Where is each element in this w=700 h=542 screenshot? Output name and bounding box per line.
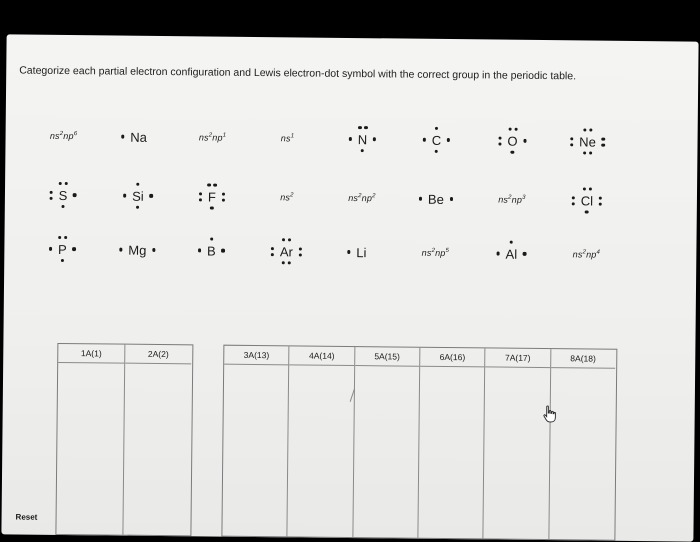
valence-electron-dot xyxy=(149,194,152,197)
valence-electron-dot xyxy=(523,139,526,142)
config-base: ns xyxy=(280,192,291,203)
config-tile[interactable] xyxy=(348,193,376,203)
group-table-left xyxy=(55,343,193,536)
config-label xyxy=(498,195,526,205)
valence-electron-dot xyxy=(271,253,274,256)
group-column xyxy=(123,345,191,536)
valence-electron-dot xyxy=(589,128,592,131)
config-label xyxy=(199,132,227,142)
config-base: np xyxy=(212,132,223,143)
config-label xyxy=(280,192,294,202)
config-base: ns xyxy=(421,247,432,258)
valence-electron-dot xyxy=(222,192,225,195)
config-label xyxy=(573,249,601,259)
config-base: np xyxy=(361,193,373,204)
config-base: ns xyxy=(49,130,60,141)
valence-electron-dot xyxy=(152,248,155,251)
config-exponent: 1 xyxy=(290,133,295,140)
lewis-symbol xyxy=(347,124,379,154)
valence-electron-dot xyxy=(447,138,450,141)
valence-electron-dot xyxy=(601,137,604,140)
element-symbol: Be xyxy=(427,191,444,207)
element-symbol: N xyxy=(357,131,368,147)
valence-electron-dot xyxy=(508,128,511,131)
element-symbol: O xyxy=(507,133,518,149)
lewis-symbol xyxy=(121,181,155,211)
lewis-symbol-tile[interactable] xyxy=(570,185,605,215)
element-symbol: Ar xyxy=(279,243,293,259)
config-exponent: 2 xyxy=(290,192,294,199)
valence-electron-dot xyxy=(589,187,592,190)
lewis-symbol-tile[interactable] xyxy=(47,180,78,210)
group-column xyxy=(353,347,420,538)
element-symbol: S xyxy=(58,187,68,203)
lewis-symbol xyxy=(345,237,377,267)
valence-electron-dot xyxy=(583,187,586,190)
lewis-symbol-tile[interactable] xyxy=(496,126,528,156)
group-column xyxy=(418,348,485,539)
valence-electron-dot xyxy=(50,190,53,193)
valence-electron-dot xyxy=(61,259,64,262)
valence-electron-dot xyxy=(583,151,586,154)
config-tile[interactable] xyxy=(50,131,78,141)
valence-electron-dot xyxy=(514,128,517,131)
valence-electron-dot xyxy=(373,138,376,141)
config-label xyxy=(281,133,295,143)
lewis-symbol xyxy=(196,235,227,265)
valence-electron-dot xyxy=(499,136,502,139)
config-tile[interactable] xyxy=(199,132,227,142)
valence-electron-dot xyxy=(199,198,202,201)
lewis-symbol-tile[interactable] xyxy=(494,239,528,269)
config-exponent: 2 xyxy=(431,247,436,254)
valence-electron-dot xyxy=(599,196,602,199)
valence-electron-dot xyxy=(50,196,53,199)
valence-electron-dot xyxy=(358,126,361,129)
lewis-symbol xyxy=(421,125,453,155)
lewis-symbol xyxy=(568,126,607,156)
lewis-symbol xyxy=(119,122,158,152)
lewis-symbol-tile[interactable] xyxy=(347,124,379,154)
lewis-symbol-tile[interactable] xyxy=(568,126,607,156)
lewis-symbol-tile[interactable] xyxy=(196,235,227,265)
valence-electron-dot xyxy=(119,248,122,251)
group-header: 7A(17) xyxy=(486,348,551,368)
config-base: ns xyxy=(498,194,509,205)
config-exponent: 2 xyxy=(582,249,587,256)
config-tile[interactable] xyxy=(280,192,294,202)
config-base: np xyxy=(511,194,523,205)
valence-electron-dot xyxy=(198,249,201,252)
valence-electron-dot xyxy=(282,261,285,264)
valence-electron-dot xyxy=(298,253,301,256)
valence-electron-dot xyxy=(601,143,604,146)
valence-electron-dot xyxy=(59,182,62,185)
valence-electron-dot xyxy=(271,247,274,250)
config-base: np xyxy=(63,130,74,142)
config-base: ns xyxy=(572,249,583,260)
valence-electron-dot xyxy=(523,252,526,255)
valence-electron-dot xyxy=(364,126,367,129)
lewis-symbol-tile[interactable] xyxy=(345,237,377,267)
valence-electron-dot xyxy=(510,241,513,244)
element-symbol: Si xyxy=(132,188,144,204)
element-symbol: Li xyxy=(356,244,367,260)
group-header: 8A(18) xyxy=(551,349,616,369)
lewis-symbol-tile[interactable] xyxy=(119,122,158,152)
valence-electron-dot xyxy=(572,196,575,199)
config-exponent: 2 xyxy=(508,194,512,201)
valence-electron-dot xyxy=(121,135,124,138)
valence-electron-dot xyxy=(570,143,573,146)
lewis-symbol xyxy=(197,181,227,211)
drop-zone[interactable] xyxy=(353,366,419,538)
config-tile[interactable] xyxy=(281,133,295,143)
lewis-symbol xyxy=(494,239,528,269)
config-tile[interactable] xyxy=(498,195,526,205)
valence-electron-dot xyxy=(208,184,211,187)
valence-electron-dot xyxy=(599,202,602,205)
valence-electron-dot xyxy=(58,236,61,239)
drop-zone[interactable] xyxy=(56,363,124,535)
config-exponent: 3 xyxy=(522,194,526,201)
valence-electron-dot xyxy=(199,192,202,195)
group-column xyxy=(484,348,551,539)
group-header: 2A(2) xyxy=(125,345,191,365)
valence-electron-dot xyxy=(72,247,75,250)
config-exponent: 6 xyxy=(73,131,78,138)
valence-electron-dot xyxy=(589,151,592,154)
valence-electron-dot xyxy=(570,137,573,140)
valence-electron-dot xyxy=(572,202,575,205)
config-base: ns xyxy=(280,133,291,144)
valence-electron-dot xyxy=(435,127,438,130)
element-symbol: Mg xyxy=(128,242,147,258)
valence-electron-dot xyxy=(498,142,501,145)
valence-electron-dot xyxy=(299,247,302,250)
lewis-symbol-tile[interactable] xyxy=(47,234,78,264)
config-base: ns xyxy=(198,132,209,143)
valence-electron-dot xyxy=(136,183,139,186)
group-header: 1A(1) xyxy=(58,344,124,364)
config-label xyxy=(422,248,450,258)
element-symbol: F xyxy=(207,189,217,205)
drop-zone[interactable] xyxy=(288,365,354,537)
drop-zone[interactable] xyxy=(418,367,484,539)
valence-electron-dot xyxy=(123,194,126,197)
valence-electron-dot xyxy=(73,193,76,196)
valence-electron-dot xyxy=(349,137,352,140)
config-exponent: 1 xyxy=(222,132,227,139)
element-symbol: C xyxy=(431,132,442,148)
config-base: ns xyxy=(348,192,359,204)
valence-electron-dot xyxy=(282,238,285,241)
valence-electron-dot xyxy=(61,205,64,208)
valence-electron-dot xyxy=(347,250,350,253)
element-symbol: Ne xyxy=(579,133,596,150)
lewis-symbol xyxy=(47,234,78,264)
element-symbol: Cl xyxy=(580,192,594,209)
config-exponent: 2 xyxy=(358,193,362,200)
lewis-symbol xyxy=(417,184,455,214)
element-symbol: P xyxy=(57,241,67,257)
valence-electron-dot xyxy=(583,128,586,131)
lewis-symbol-tile[interactable] xyxy=(197,181,227,211)
config-base: np xyxy=(435,247,446,258)
valence-electron-dot xyxy=(210,206,213,209)
lewis-symbol xyxy=(47,180,78,210)
valence-electron-dot xyxy=(585,210,588,213)
group-header: 6A(16) xyxy=(420,348,485,368)
config-label xyxy=(50,131,78,141)
group-column xyxy=(288,346,355,537)
config-exponent: 2 xyxy=(208,132,213,139)
lewis-symbol-tile[interactable] xyxy=(269,236,304,266)
lewis-symbol-tile[interactable] xyxy=(121,181,155,211)
valence-electron-dot xyxy=(361,149,364,152)
hand-pointer-icon xyxy=(543,405,557,423)
lewis-symbol xyxy=(269,236,304,266)
valence-electron-dot xyxy=(423,138,426,141)
group-column xyxy=(549,349,615,540)
valence-electron-dot xyxy=(136,205,139,208)
reset-button[interactable]: Reset xyxy=(15,512,38,522)
lewis-symbol xyxy=(496,126,528,156)
group-header: 5A(15) xyxy=(355,347,420,367)
config-exponent: 5 xyxy=(445,247,450,255)
activity-page xyxy=(1,34,698,541)
valence-electron-dot xyxy=(419,197,422,200)
group-header: 4A(14) xyxy=(290,346,355,366)
group-header: 3A(13) xyxy=(224,346,289,366)
group-column xyxy=(56,344,125,535)
drop-zone[interactable] xyxy=(549,368,615,540)
valence-electron-dot xyxy=(435,149,438,152)
valence-electron-dot xyxy=(221,249,224,252)
instructions-text: Categorize each partial electron configuration and Lewis electron-dot symbol with the correct group in the periodic table. xyxy=(19,64,577,83)
lewis-symbol-tile[interactable] xyxy=(417,184,455,214)
valence-electron-dot xyxy=(210,238,213,241)
config-exponent: 2 xyxy=(372,193,376,200)
valence-electron-dot xyxy=(288,238,291,241)
drop-zone[interactable] xyxy=(222,365,288,537)
valence-electron-dot xyxy=(497,252,500,255)
valence-electron-dot xyxy=(65,182,68,185)
valence-electron-dot xyxy=(64,236,67,239)
element-symbol: Na xyxy=(130,129,147,145)
valence-electron-dot xyxy=(49,247,52,250)
config-exponent: 4 xyxy=(596,249,601,256)
valence-electron-dot xyxy=(449,197,452,200)
group-column xyxy=(222,346,289,537)
config-tile[interactable] xyxy=(422,248,450,258)
valence-electron-dot xyxy=(511,150,514,153)
lewis-symbol xyxy=(117,235,157,265)
element-symbol: B xyxy=(206,243,216,259)
config-exponent: 2 xyxy=(59,130,64,137)
config-tile[interactable] xyxy=(573,249,601,259)
element-symbol: Al xyxy=(505,246,518,262)
lewis-symbol xyxy=(570,185,605,215)
lewis-symbol-tile[interactable] xyxy=(421,125,453,155)
lewis-symbol-tile[interactable] xyxy=(117,235,157,265)
valence-electron-dot xyxy=(288,261,291,264)
config-label xyxy=(348,193,376,203)
valence-electron-dot xyxy=(221,198,224,201)
group-table-right xyxy=(221,345,617,541)
valence-electron-dot xyxy=(214,184,217,187)
config-base: np xyxy=(586,249,597,260)
drop-zone[interactable] xyxy=(123,364,191,536)
drop-zone[interactable] xyxy=(484,367,550,539)
